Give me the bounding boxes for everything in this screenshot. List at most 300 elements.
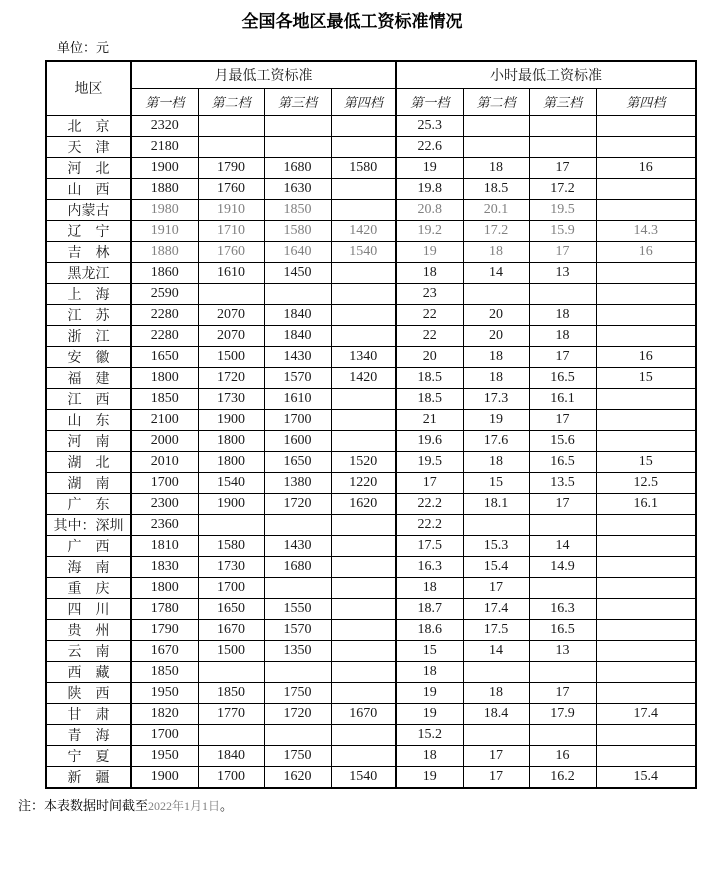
monthly-wage-cell [264, 115, 331, 136]
hourly-wage-cell: 14 [529, 535, 596, 556]
hourly-wage-cell: 18 [463, 451, 529, 472]
monthly-wage-cell: 1730 [198, 388, 264, 409]
monthly-wage-cell: 1950 [131, 682, 198, 703]
region-cell: 陕 西 [46, 682, 131, 703]
hourly-wage-cell [596, 682, 696, 703]
footnote [18, 795, 704, 814]
hourly-wage-cell: 19.5 [529, 199, 596, 220]
hourly-wage-cell: 13 [529, 262, 596, 283]
monthly-wage-cell: 1430 [264, 346, 331, 367]
hourly-wage-cell [463, 514, 529, 535]
monthly-wage-cell: 1900 [198, 409, 264, 430]
monthly-wage-cell: 1650 [198, 598, 264, 619]
monthly-wage-cell: 1710 [198, 220, 264, 241]
monthly-wage-cell: 1580 [331, 157, 396, 178]
table-row [46, 325, 696, 346]
monthly-wage-cell: 1720 [198, 367, 264, 388]
hourly-wage-cell [463, 661, 529, 682]
table-row [46, 577, 696, 598]
table-body [46, 115, 696, 788]
monthly-wage-cell [331, 178, 396, 199]
monthly-wage-cell: 1570 [264, 619, 331, 640]
monthly-wage-cell: 2070 [198, 304, 264, 325]
monthly-wage-cell [331, 283, 396, 304]
monthly-wage-cell [331, 115, 396, 136]
hourly-wage-cell: 19.5 [396, 451, 463, 472]
region-cell: 青 海 [46, 724, 131, 745]
hourly-wage-cell [596, 535, 696, 556]
hourly-wage-cell [596, 430, 696, 451]
hourly-wage-cell: 20.8 [396, 199, 463, 220]
monthly-wage-cell: 1770 [198, 703, 264, 724]
region-cell: 内蒙古 [46, 199, 131, 220]
table-row [46, 493, 696, 514]
hourly-wage-cell [596, 556, 696, 577]
monthly-wage-cell: 1860 [131, 262, 198, 283]
monthly-wage-cell: 1680 [264, 556, 331, 577]
region-cell: 湖 南 [46, 472, 131, 493]
monthly-wage-cell: 1830 [131, 556, 198, 577]
table-row [46, 346, 696, 367]
region-cell: 云 南 [46, 640, 131, 661]
monthly-wage-cell: 1500 [198, 640, 264, 661]
region-cell: 辽 宁 [46, 220, 131, 241]
monthly-wage-cell: 1610 [198, 262, 264, 283]
monthly-wage-cell: 1910 [198, 199, 264, 220]
monthly-wage-cell: 1420 [331, 220, 396, 241]
hourly-wage-cell: 16 [529, 745, 596, 766]
hourly-wage-cell: 18.5 [463, 178, 529, 199]
table-row [46, 682, 696, 703]
monthly-wage-cell: 1520 [331, 451, 396, 472]
table-row [46, 409, 696, 430]
monthly-wage-cell: 2010 [131, 451, 198, 472]
region-cell: 河 北 [46, 157, 131, 178]
region-cell: 四 川 [46, 598, 131, 619]
hourly-wage-cell: 14 [463, 262, 529, 283]
monthly-wage-cell: 1540 [331, 241, 396, 262]
monthly-wage-cell: 1720 [264, 493, 331, 514]
hourly-wage-cell: 15 [396, 640, 463, 661]
monthly-wage-cell: 1840 [264, 304, 331, 325]
monthly-wage-cell: 1900 [131, 157, 198, 178]
hourly-wage-cell: 15.6 [529, 430, 596, 451]
hourly-wage-cell: 16 [596, 346, 696, 367]
hourly-wage-cell: 17 [396, 472, 463, 493]
region-cell: 新 疆 [46, 766, 131, 788]
table-row [46, 283, 696, 304]
monthly-wage-cell: 1650 [131, 346, 198, 367]
monthly-wage-cell [198, 136, 264, 157]
region-cell: 甘 肃 [46, 703, 131, 724]
hourly-wage-cell [596, 619, 696, 640]
monthly-wage-cell: 2300 [131, 493, 198, 514]
monthly-wage-cell: 2180 [131, 136, 198, 157]
monthly-wage-cell: 1840 [198, 745, 264, 766]
monthly-wage-cell [331, 325, 396, 346]
hourly-wage-cell: 17 [529, 346, 596, 367]
hourly-wage-cell: 20.1 [463, 199, 529, 220]
monthly-wage-cell: 1700 [264, 409, 331, 430]
monthly-wage-cell: 1980 [131, 199, 198, 220]
hourly-wage-cell: 15 [596, 367, 696, 388]
hourly-wage-cell: 16.2 [529, 766, 596, 788]
monthly-wage-cell: 1750 [264, 682, 331, 703]
region-cell: 吉 林 [46, 241, 131, 262]
region-cell: 山 东 [46, 409, 131, 430]
hourly-wage-cell: 22.2 [396, 493, 463, 514]
monthly-wage-cell: 1760 [198, 178, 264, 199]
table-row [46, 661, 696, 682]
monthly-wage-cell: 1790 [131, 619, 198, 640]
hourly-wage-cell: 22.6 [396, 136, 463, 157]
hourly-wage-cell: 18.4 [463, 703, 529, 724]
hourly-wage-cell: 22 [396, 304, 463, 325]
hourly-wage-cell: 22.2 [396, 514, 463, 535]
hourly-wage-cell: 17 [463, 766, 529, 788]
hourly-wage-cell: 19 [463, 409, 529, 430]
hourly-tier1-header: 第一档 [396, 88, 463, 115]
hourly-wage-cell [596, 745, 696, 766]
monthly-wage-cell: 1900 [198, 493, 264, 514]
hourly-wage-group-header: 小时最低工资标准 [396, 61, 696, 88]
table-row [46, 136, 696, 157]
table-row [46, 367, 696, 388]
region-cell: 海 南 [46, 556, 131, 577]
table-row [46, 619, 696, 640]
monthly-wage-cell [198, 724, 264, 745]
hourly-wage-cell: 17 [529, 493, 596, 514]
table-row [46, 388, 696, 409]
hourly-wage-cell: 15.9 [529, 220, 596, 241]
monthly-wage-cell: 1850 [131, 661, 198, 682]
hourly-wage-cell [596, 577, 696, 598]
monthly-wage-cell [331, 409, 396, 430]
hourly-wage-cell: 17.4 [463, 598, 529, 619]
hourly-wage-cell: 19 [396, 703, 463, 724]
monthly-wage-cell: 1600 [264, 430, 331, 451]
hourly-wage-cell [596, 640, 696, 661]
hourly-wage-cell [596, 325, 696, 346]
hourly-wage-cell: 18 [463, 367, 529, 388]
monthly-wage-cell [331, 619, 396, 640]
table-row [46, 115, 696, 136]
table-row [46, 640, 696, 661]
region-cell: 贵 州 [46, 619, 131, 640]
unit-label: 单位：元 [57, 40, 110, 55]
monthly-wage-cell: 1900 [131, 766, 198, 788]
monthly-wage-cell: 1700 [198, 766, 264, 788]
table-row [46, 451, 696, 472]
hourly-wage-cell: 18.5 [396, 367, 463, 388]
hourly-wage-cell: 16.3 [396, 556, 463, 577]
monthly-wage-cell [331, 682, 396, 703]
hourly-wage-cell: 23 [396, 283, 463, 304]
monthly-wage-cell: 1580 [264, 220, 331, 241]
monthly-wage-cell: 1380 [264, 472, 331, 493]
hourly-wage-cell [596, 388, 696, 409]
hourly-wage-cell: 18 [396, 577, 463, 598]
table-row [46, 598, 696, 619]
region-cell: 宁 夏 [46, 745, 131, 766]
region-cell: 湖 北 [46, 451, 131, 472]
table-row [46, 199, 696, 220]
hourly-wage-cell: 18 [529, 325, 596, 346]
hourly-wage-cell: 18 [396, 661, 463, 682]
monthly-wage-cell: 1700 [131, 472, 198, 493]
hourly-wage-cell: 19.8 [396, 178, 463, 199]
monthly-wage-cell [264, 514, 331, 535]
monthly-wage-cell: 1850 [131, 388, 198, 409]
hourly-wage-cell: 18 [463, 241, 529, 262]
region-cell: 河 南 [46, 430, 131, 451]
hourly-wage-cell: 17.2 [529, 178, 596, 199]
table-row [46, 514, 696, 535]
monthly-wage-cell: 2360 [131, 514, 198, 535]
hourly-wage-cell [596, 178, 696, 199]
hourly-wage-cell: 18.5 [396, 388, 463, 409]
hourly-wage-cell [529, 283, 596, 304]
monthly-wage-cell: 1620 [331, 493, 396, 514]
hourly-wage-cell: 17.4 [596, 703, 696, 724]
table-row [46, 157, 696, 178]
monthly-wage-cell [331, 724, 396, 745]
monthly-wage-cell: 1420 [331, 367, 396, 388]
monthly-wage-cell [264, 283, 331, 304]
monthly-wage-cell: 1670 [331, 703, 396, 724]
hourly-wage-cell: 18 [396, 262, 463, 283]
hourly-wage-cell [529, 514, 596, 535]
hourly-wage-cell: 19 [396, 157, 463, 178]
hourly-wage-cell [596, 199, 696, 220]
monthly-wage-cell [331, 556, 396, 577]
monthly-wage-cell [264, 661, 331, 682]
monthly-wage-cell: 1700 [131, 724, 198, 745]
hourly-wage-cell: 17 [529, 241, 596, 262]
monthly-wage-cell: 1780 [131, 598, 198, 619]
table-row [46, 241, 696, 262]
monthly-wage-cell: 1550 [264, 598, 331, 619]
table-row [46, 766, 696, 788]
region-cell: 江 苏 [46, 304, 131, 325]
monthly-wage-cell: 2280 [131, 304, 198, 325]
monthly-wage-cell [331, 535, 396, 556]
hourly-wage-cell: 19.6 [396, 430, 463, 451]
hourly-wage-cell: 16.1 [596, 493, 696, 514]
table-row [46, 745, 696, 766]
hourly-wage-cell [596, 724, 696, 745]
table-row [46, 703, 696, 724]
monthly-wage-cell: 1340 [331, 346, 396, 367]
hourly-wage-cell [529, 136, 596, 157]
monthly-wage-cell: 1760 [198, 241, 264, 262]
hourly-wage-cell: 16.5 [529, 451, 596, 472]
hourly-wage-cell: 15 [463, 472, 529, 493]
hourly-wage-cell: 15.4 [596, 766, 696, 788]
footnote-suffix: 。 [220, 797, 234, 813]
hourly-wage-cell: 18.1 [463, 493, 529, 514]
monthly-wage-cell: 1540 [331, 766, 396, 788]
monthly-wage-cell [264, 136, 331, 157]
hourly-wage-cell [596, 115, 696, 136]
region-cell: 黑龙江 [46, 262, 131, 283]
hourly-wage-cell: 17.5 [396, 535, 463, 556]
monthly-wage-cell [198, 283, 264, 304]
monthly-wage-cell [331, 388, 396, 409]
monthly-tier2-header: 第二档 [198, 88, 264, 115]
monthly-wage-cell: 1730 [198, 556, 264, 577]
monthly-wage-cell [331, 661, 396, 682]
tier-header-row [46, 88, 696, 115]
hourly-wage-cell: 16.1 [529, 388, 596, 409]
region-column-header: 地区 [46, 61, 131, 115]
monthly-wage-cell [331, 514, 396, 535]
region-cell: 西 藏 [46, 661, 131, 682]
hourly-wage-cell: 18.6 [396, 619, 463, 640]
monthly-wage-cell: 2000 [131, 430, 198, 451]
hourly-wage-cell: 17 [529, 682, 596, 703]
group-header-row [46, 61, 696, 88]
hourly-wage-cell: 13 [529, 640, 596, 661]
monthly-tier1-header: 第一档 [131, 88, 198, 115]
hourly-tier4-header: 第四档 [596, 88, 696, 115]
hourly-wage-cell [463, 724, 529, 745]
monthly-wage-cell [331, 745, 396, 766]
hourly-wage-cell: 18 [463, 346, 529, 367]
hourly-wage-cell: 12.5 [596, 472, 696, 493]
hourly-wage-cell: 17 [463, 577, 529, 598]
region-cell: 重 庆 [46, 577, 131, 598]
monthly-wage-cell [331, 640, 396, 661]
hourly-wage-cell [529, 724, 596, 745]
table-row [46, 262, 696, 283]
hourly-tier2-header: 第二档 [463, 88, 529, 115]
monthly-wage-cell [198, 661, 264, 682]
table-row [46, 220, 696, 241]
monthly-wage-cell: 1640 [264, 241, 331, 262]
hourly-wage-cell: 18 [529, 304, 596, 325]
hourly-wage-cell [596, 409, 696, 430]
region-cell: 其中：深圳 [46, 514, 131, 535]
monthly-wage-cell [331, 304, 396, 325]
hourly-wage-cell [529, 577, 596, 598]
hourly-tier3-header: 第三档 [529, 88, 596, 115]
hourly-wage-cell [463, 283, 529, 304]
monthly-wage-cell: 1800 [131, 577, 198, 598]
hourly-wage-cell [463, 136, 529, 157]
hourly-wage-cell: 14.3 [596, 220, 696, 241]
monthly-wage-cell: 2590 [131, 283, 198, 304]
region-cell: 江 西 [46, 388, 131, 409]
monthly-wage-cell: 1670 [131, 640, 198, 661]
monthly-wage-cell [331, 430, 396, 451]
document-page [0, 7, 704, 886]
monthly-wage-cell: 1720 [264, 703, 331, 724]
hourly-wage-cell: 15.4 [463, 556, 529, 577]
region-cell: 浙 江 [46, 325, 131, 346]
hourly-wage-cell: 19.2 [396, 220, 463, 241]
hourly-wage-cell: 19 [396, 241, 463, 262]
hourly-wage-cell [596, 283, 696, 304]
hourly-wage-cell: 17.9 [529, 703, 596, 724]
hourly-wage-cell: 16.5 [529, 367, 596, 388]
monthly-wage-cell [264, 724, 331, 745]
monthly-wage-cell [331, 598, 396, 619]
monthly-wage-cell: 2280 [131, 325, 198, 346]
hourly-wage-cell: 14 [463, 640, 529, 661]
monthly-wage-cell [331, 136, 396, 157]
monthly-wage-cell: 1880 [131, 241, 198, 262]
region-cell: 北 京 [46, 115, 131, 136]
hourly-wage-cell: 15.2 [396, 724, 463, 745]
hourly-wage-cell: 17.3 [463, 388, 529, 409]
footnote-date: 2022年1月1日 [148, 798, 221, 813]
monthly-wage-cell: 1800 [131, 367, 198, 388]
monthly-wage-cell: 1820 [131, 703, 198, 724]
hourly-wage-cell [596, 262, 696, 283]
region-cell: 上 海 [46, 283, 131, 304]
monthly-wage-cell [331, 199, 396, 220]
monthly-wage-cell: 1570 [264, 367, 331, 388]
table-row [46, 556, 696, 577]
region-cell: 安 徽 [46, 346, 131, 367]
monthly-wage-cell: 1810 [131, 535, 198, 556]
table-row [46, 304, 696, 325]
table-row [46, 472, 696, 493]
hourly-wage-cell: 20 [463, 325, 529, 346]
region-cell: 福 建 [46, 367, 131, 388]
monthly-wage-cell: 1500 [198, 346, 264, 367]
monthly-wage-cell: 1630 [264, 178, 331, 199]
monthly-wage-cell: 1850 [264, 199, 331, 220]
hourly-wage-cell: 17.2 [463, 220, 529, 241]
monthly-tier4-header: 第四档 [331, 88, 396, 115]
monthly-wage-cell: 1540 [198, 472, 264, 493]
hourly-wage-cell: 17 [529, 157, 596, 178]
region-cell: 广 东 [46, 493, 131, 514]
hourly-wage-cell [529, 661, 596, 682]
hourly-wage-cell: 17.6 [463, 430, 529, 451]
hourly-wage-cell: 15.3 [463, 535, 529, 556]
table-header [46, 61, 696, 115]
hourly-wage-cell: 18 [463, 682, 529, 703]
monthly-wage-cell: 2070 [198, 325, 264, 346]
hourly-wage-cell: 18.7 [396, 598, 463, 619]
hourly-wage-cell: 13.5 [529, 472, 596, 493]
hourly-wage-cell: 25.3 [396, 115, 463, 136]
hourly-wage-cell: 14.9 [529, 556, 596, 577]
hourly-wage-cell [596, 661, 696, 682]
monthly-wage-cell: 1910 [131, 220, 198, 241]
monthly-tier3-header: 第三档 [264, 88, 331, 115]
monthly-wage-cell [264, 577, 331, 598]
monthly-wage-cell: 1850 [198, 682, 264, 703]
minimum-wage-table [45, 60, 697, 789]
hourly-wage-cell: 19 [396, 766, 463, 788]
monthly-wage-cell: 1610 [264, 388, 331, 409]
monthly-wage-cell: 1450 [264, 262, 331, 283]
monthly-wage-group-header: 月最低工资标准 [131, 61, 396, 88]
monthly-wage-cell: 1800 [198, 430, 264, 451]
monthly-wage-cell [331, 262, 396, 283]
monthly-wage-cell: 1620 [264, 766, 331, 788]
footnote-prefix: 注：本表数据时间截至 [18, 797, 149, 813]
hourly-wage-cell: 18 [463, 157, 529, 178]
monthly-wage-cell: 1950 [131, 745, 198, 766]
hourly-wage-cell: 19 [396, 682, 463, 703]
monthly-wage-cell: 2320 [131, 115, 198, 136]
monthly-wage-cell: 1680 [264, 157, 331, 178]
